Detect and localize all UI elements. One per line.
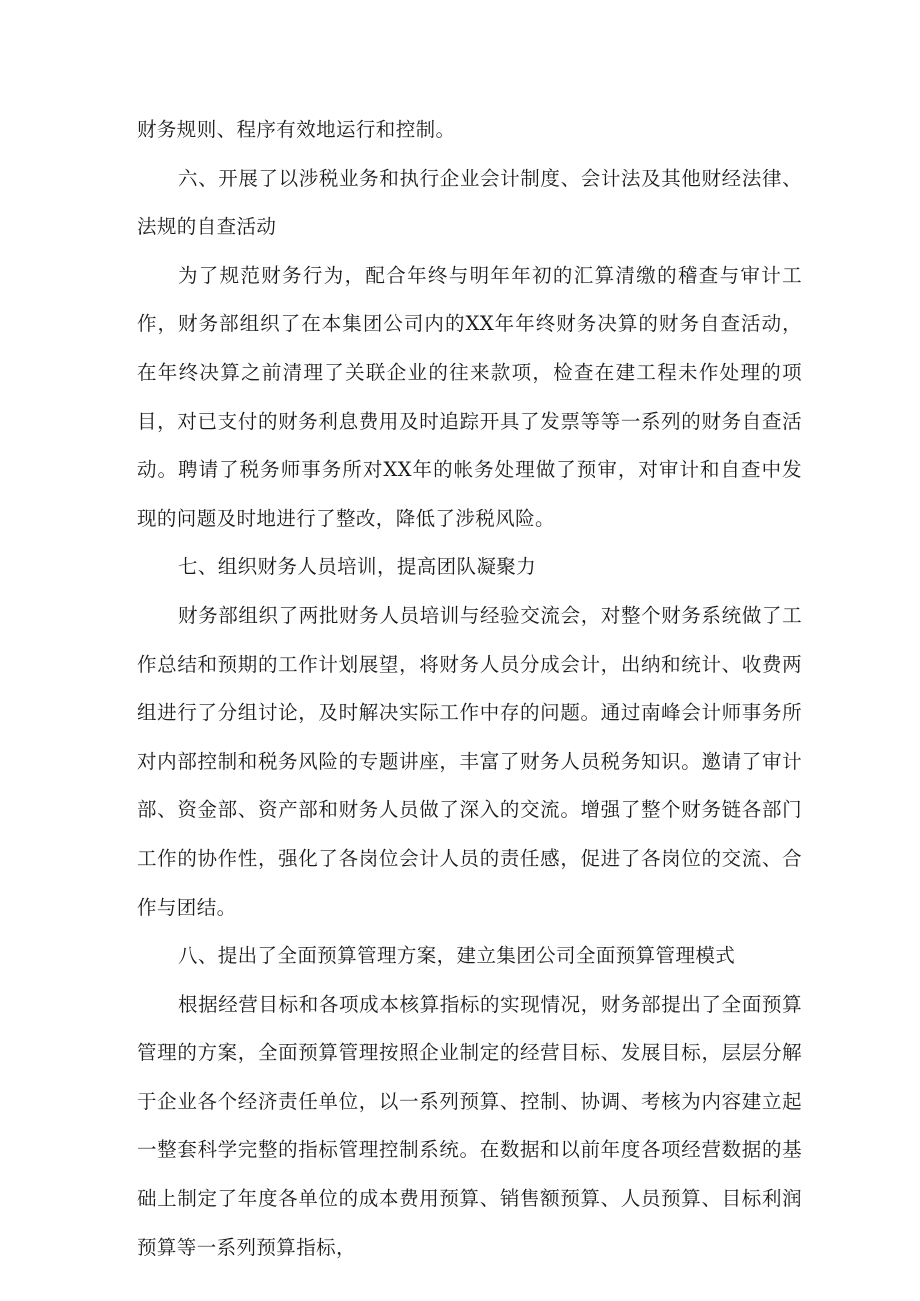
paragraph-budget: 根据经营目标和各项成本核算指标的实现情况，财务部提出了全面预算管理的方案，全面预算管理按照企业制定的经营目标、发展目标，层层分解于企业各个经济责任单位，以一系列预算、控制、协调、考核为内容建立起一整套科学完整的指标管理控制系统。在数据和以前年度各项经营数据的基础上制定了年度各单位的成本费用预算、销售额预算、人员预算、目标利润预算等一系列预算指标， [137,992,802,1259]
paragraph-training: 财务部组织了两批财务人员培训与经验交流会，对整个财务系统做了工作总结和预期的工作计划展望，将财务人员分成会计，出纳和统计、收费两组进行了分组讨论，及时解决实际工作中存的问题。通过南峰会计师事务所对内部控制和税务风险的专题讲座，丰富了财务人员税务知识。邀请了审计部、资金部、资产部和财务人员做了深入的交流。增强了整个财务链各部门工作的协作性，强化了各岗位会计人员的责任感，促进了各岗位的交流、合作与团结。 [137,603,802,919]
paragraph-self-inspection: 为了规范财务行为，配合年终与明年年初的汇算清缴的稽查与审计工作，财务部组织了在本集团公司内的XX年年终财务决算的财务自查活动，在年终决算之前清理了关联企业的往来款项，检查在建工程未作处理的项目，对已支付的财务利息费用及时追踪开具了发票等等一系列的财务自查活动。聘请了税务师事务所对XX年的帐务处理做了预审，对审计和自查中发现的问题及时地进行了整改，降低了涉税风险。 [137,263,802,530]
section-heading-eight: 八、提出了全面预算管理方案，建立集团公司全面预算管理模式 [177,944,736,968]
section-heading-six: 六、开展了以涉税业务和执行企业会计制度、会计法及其他财经法律、法规的自查活动 [137,166,802,239]
paragraph-continuation: 财务规则、程序有效地运行和控制。 [137,118,456,141]
section-heading-seven: 七、组织财务人员培训，提高团队凝聚力 [177,555,537,579]
